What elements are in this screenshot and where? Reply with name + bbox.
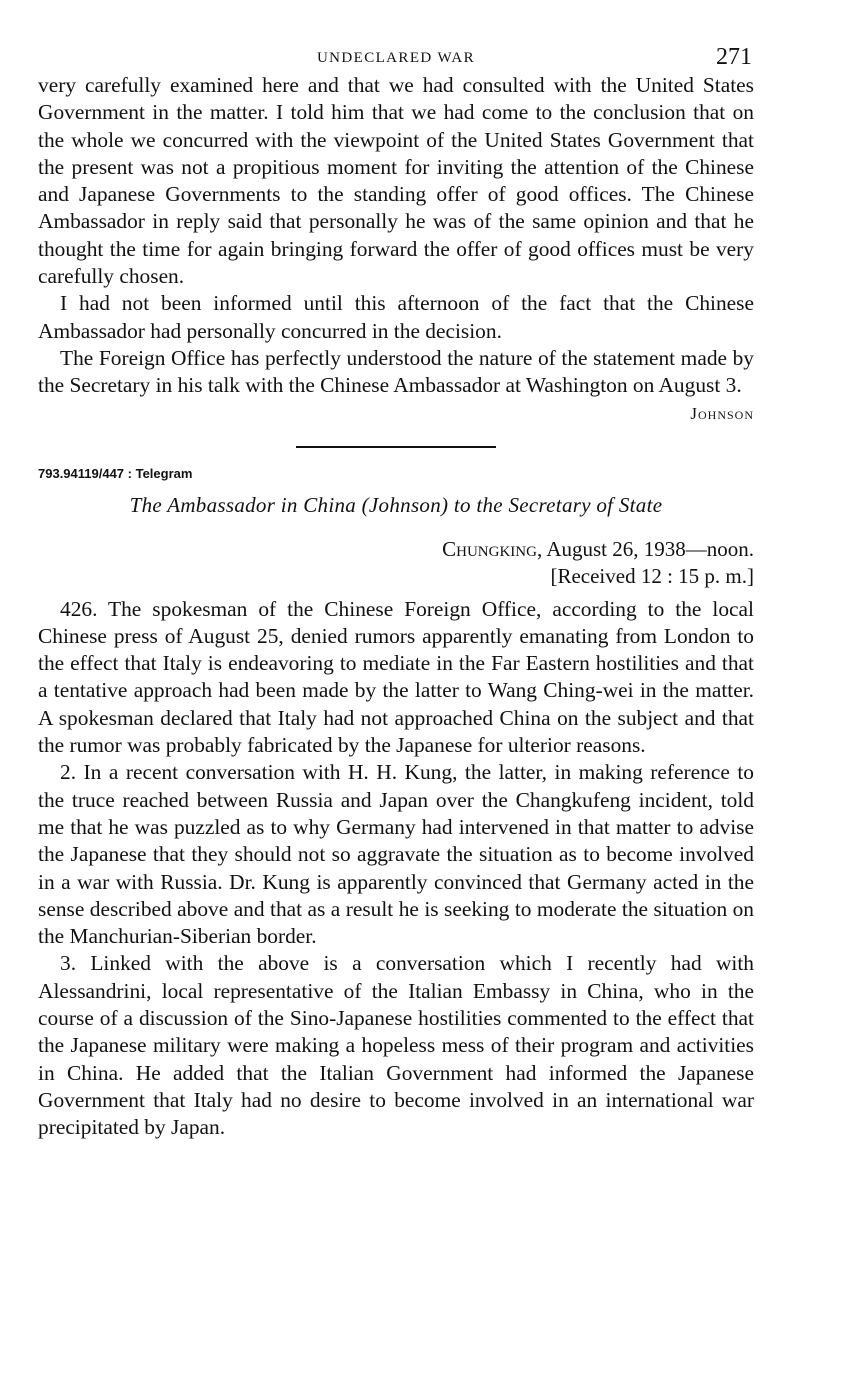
dateline-date: August 26, 1938—noon. (546, 536, 754, 561)
page-header (38, 40, 754, 72)
telegram-paragraph: 2. In a recent conversation with H. H. Kung, the latter, in making reference to the truce reached between Russia and Japan over the Changkufeng incident, told me that he was puzzled as to why Germany had intervened in that matter to advise the Japanese that they should not so aggravate the situation as to become involved in a war with Russia. Dr. Kung is apparently convinced that Germany acted in the sense described above and that as a result he is seeking to moderate the situation on the Manchurian-Siberian border. (38, 760, 754, 949)
received-time: [Received 12 : 15 p. m.] (550, 563, 754, 588)
telegram-paragraph: 3. Linked with the above is a conversation which I recently had with Alessandrini, local representative of the Italian Embassy in China, who in the course of a discussion of the Sino-Japanese hostilities commented to the effect that the Japanese military were making a hopeless mess of their program and activities in China. He added that the Italian Government had informed the Japanese Government that Italy had no desire to become involved in an international war precipitated by Japan. (38, 951, 754, 1140)
telegram-text (38, 596, 754, 1142)
telegram-paragraph: 426. The spokesman of the Chinese Foreign Office, according to the local Chinese press of August 25, denied rumors apparently emanating from London to the effect that Italy is endeavoring to mediate in the Far Eastern hostilities and that a tentative approach had been made by the latter to Wang Ching-wei in the matter. A spokesman declared that Italy had not approached China on the subject and that the rumor was probably fabricated by the Japanese for ulterior reasons. (38, 596, 754, 758)
continuation-paragraph: very carefully examined here and that we had consulted with the United States Government in the matter. I told him that we had come to the conclusion that on the whole we concurred with the viewpoint of the United States Government that the present was not a propitious moment for inviting the attention of the Chinese and Japanese Governments to the standing offer of good offices. The Chinese Ambassador in reply said that personally he was of the same opinion and that he thought the time for again bringing forward the offer of good offices must be very carefully chosen. (38, 73, 754, 289)
continuation-text (38, 72, 754, 400)
document-page (38, 40, 754, 1142)
dateline-place: Chungking, (442, 536, 543, 561)
continuation-paragraph: I had not been informed until this afternoon of the fact that the Chinese Ambassador had personally concurred in the decision. (38, 291, 754, 343)
dateline (38, 536, 754, 563)
file-reference: 793.94119/447 : Telegram (38, 465, 193, 481)
continuation-paragraph: The Foreign Office has perfectly understood the nature of the statement made by the Secretary in his talk with the Chinese Ambassador at Washington on August 3. (38, 345, 754, 398)
running-head: UNDECLARED WAR (316, 50, 476, 66)
section-divider (296, 446, 496, 448)
page-number: 271 (716, 44, 752, 70)
signature: Johnson (690, 403, 754, 423)
document-title: The Ambassador in China (Johnson) to the Secretary of State (129, 492, 663, 517)
